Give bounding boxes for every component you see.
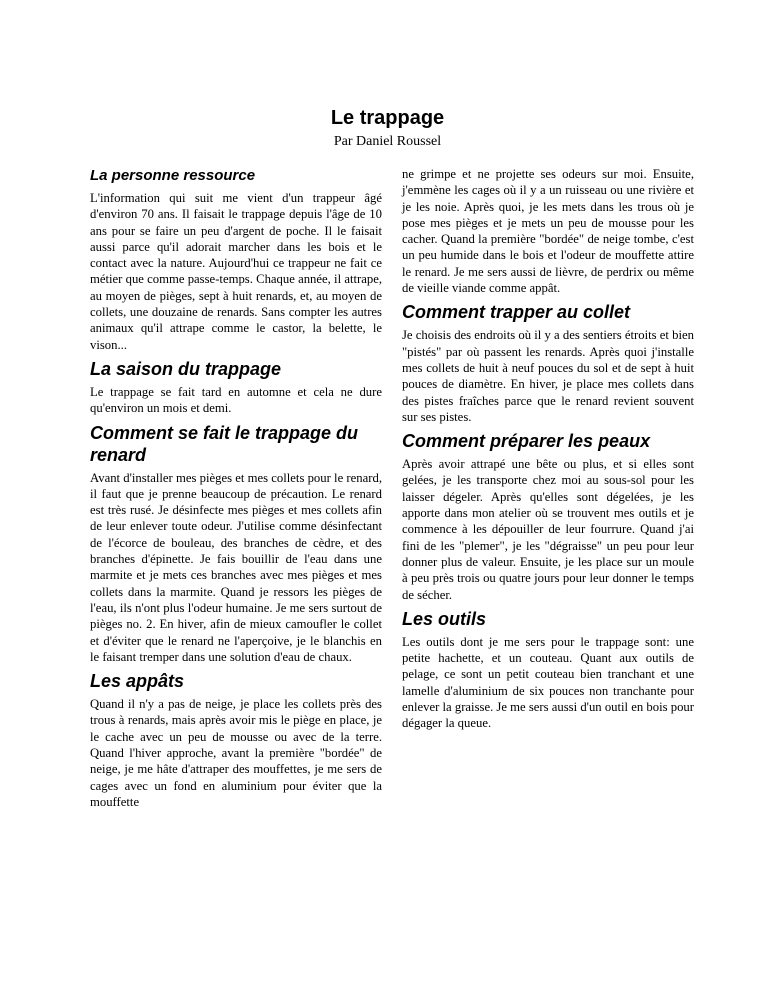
paragraph-collet: Je choisis des endroits où il y a des sentiers étroits et bien "pistés" par où passent les renards. Après quoi j'installe mes collets de huit à neuf pouces du sol et de sept à huit pouces de diamètre. En hiver, je place mes collets dans des pistes fraîches parce que le renard revient souvent sur ses pistes.	[402, 328, 694, 424]
article-title: Le trappage	[330, 107, 445, 129]
paragraph-comment-renard: Avant d'installer mes pièges et mes collets pour le renard, il faut que je prenne beaucoup de précaution. Le renard est très rusé. Je désinfecte mes pièges et mes collets afin de leur enlever toute odeur. J'utilise comme désinfectant de l'écorce de bouleau, des branches de cèdre, et des branches d'épinette. Je fais bouillir de l'eau dans une marmite et je mets ces branches avec mes pièges et mes collets dans la marmite. Quand je ressors les pièges de l'eau, ils n'ont plus l'odeur humaine. Je me sers surtout de pièges no. 2. En hiver, afin de mieux camoufler le collet et d'éviter que le renard ne l'aperçoive, je le blanchis en le faisant tremper dans une solution d'eau de chaux.	[90, 470, 382, 664]
left-column	[90, 166, 382, 815]
right-column	[402, 166, 694, 737]
heading-collet: Comment trapper au collet	[402, 302, 631, 323]
heading-personne-ressource: La personne ressource	[90, 167, 256, 184]
heading-comment-renard: Comment se fait le trappage du renard	[90, 422, 359, 465]
paragraph-appats-part2: ne grimpe et ne projette ses odeurs sur moi. Ensuite, j'emmène les cages où il y a un ruisseau ou une rivière et je les noie. Après quoi, je les mets dans les trous où je pose mes pièges et je mets un peu de mousse pour les cacher. Quand la première "bordée" de neige tombe, c'est un peu humide dans le bois et l'odeur de mouffette attire le renard. Je me sers aussi de lièvre, de perdrix ou même de vieille viande comme appât.	[402, 167, 694, 296]
article-byline: Par Daniel Roussel	[333, 134, 442, 149]
heading-saison: La saison du trappage	[90, 358, 282, 379]
paragraph-personne-ressource: L'information qui suit me vient d'un trappeur âgé d'environ 70 ans. Il faisait le trappage depuis l'âge de 10 ans pour se faire un peu d'argent de poche. Il le faisait aussi parce qu'il adorait marcher dans les bois et le contact avec la nature. Aujourd'hui ce trappeur ne fait ce métier que comme passe-temps. Chaque année, il attrape, au moyen de pièges, sept à huit renards, et, au moyen de collets, une douzaine de renards. Sans compter les autres animaux qu'il attrape comme le castor, la belette, le vison...	[90, 191, 382, 352]
paragraph-saison: Le trappage se fait tard en automne et cela ne dure qu'environ un mois et demi.	[90, 384, 382, 416]
heading-peaux: Comment préparer les peaux	[402, 431, 651, 452]
paragraph-appats-part1: Quand il n'y a pas de neige, je place les collets près des trous à renards, mais après avoir mis le piège en place, je le cache avec un peu de mousse ou avec de la terre. Quand l'hiver approche, avant la première "bordée" de neige, je me hâte d'attraper des mouffettes, je me sers de cages avec un fond en aluminium pour éviter que la mouffette	[90, 697, 382, 809]
paragraph-outils: Les outils dont je me sers pour le trappage sont: une petite hachette, et un couteau. Quant aux outils de pelage, ce sont un petit couteau bien tranchant et une lamelle d'aluminium de six pouces non tranchante pour enlever la graisse. Je me sers aussi d'un outil en bois pour dégager la queue.	[402, 634, 694, 731]
heading-appats: Les appâts	[90, 671, 185, 692]
heading-outils: Les outils	[402, 608, 487, 629]
paragraph-peaux: Après avoir attrapé une bête ou plus, et si elles sont gelées, je les transporte chez moi au sous-sol pour les laisser dégeler. Après qu'elles sont dégelées, je les apporte dans mon atelier où se trouvent mes outils et je commence à les dépouiller de leur fourrure. Quand j'ai fini de les "plemer", je les "dégraisse" un peu pour leur donner plus de valeur. Ensuite, je les place sur un moule à peu près trois ou quatre jours pour leur donner le temps de sécher.	[402, 457, 694, 602]
